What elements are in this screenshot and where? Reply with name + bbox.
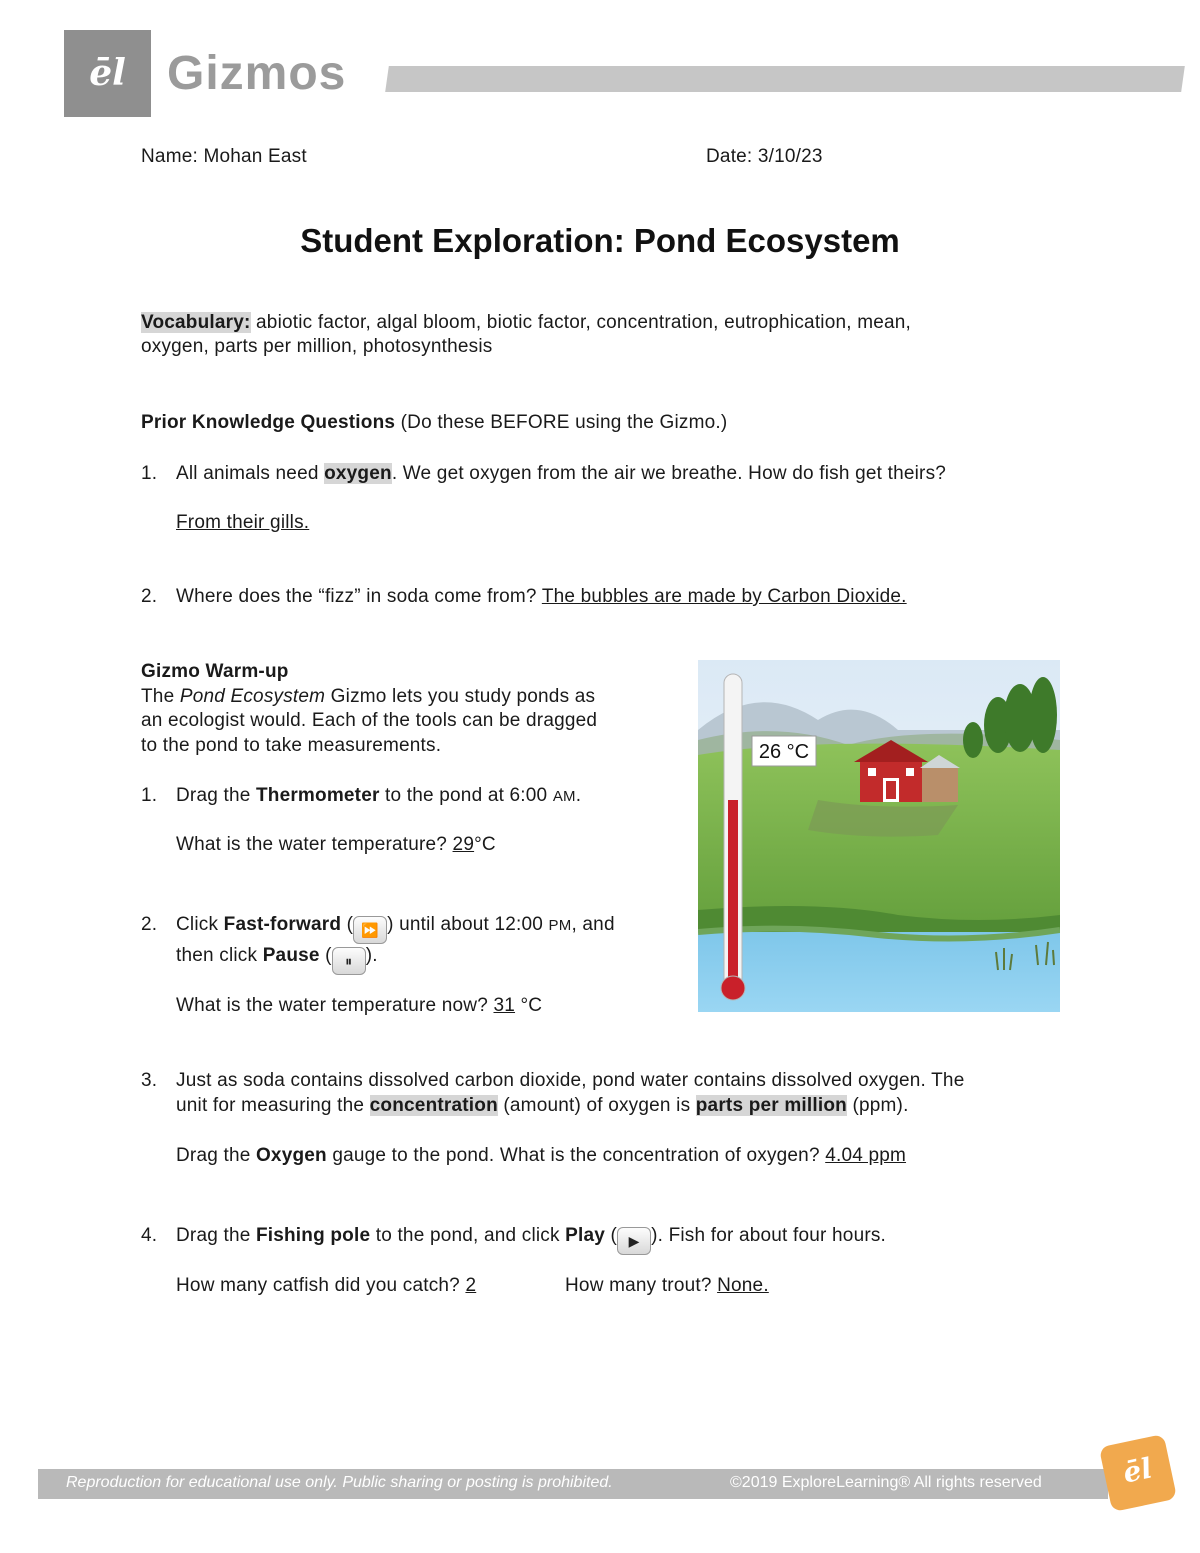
warmup-intro-1: The Pond Ecosystem Gizmo lets you study ponds as (141, 686, 596, 707)
warmup-heading: Gizmo Warm-up (141, 661, 289, 682)
prior-q2-number: 2. (141, 586, 158, 607)
warmup-q3-line1: Just as soda contains dissolved carbon dioxide, pond water contains dissolved oxygen. The (176, 1070, 965, 1091)
warmup-q4-catfish-answer[interactable]: 2 (465, 1275, 477, 1296)
footer-copyright: ©2019 ExploreLearning® All rights reserved (730, 1474, 1042, 1491)
prior-q1-answer[interactable]: From their gills. (176, 512, 310, 533)
header-bar (385, 66, 1185, 92)
date: Date: 3/10/23 (706, 146, 823, 167)
student-name: Name: Mohan East (141, 146, 307, 167)
warmup-q1-question: What is the water temperature? 29°C (176, 834, 496, 855)
warmup-q1-text: Drag the Thermometer to the pond at 6:00 AM. (176, 785, 582, 806)
page-title: Student Exploration: Pond Ecosystem (300, 222, 900, 259)
warmup-q3-number: 3. (141, 1070, 158, 1091)
warmup-q2-number: 2. (141, 914, 158, 935)
warmup-q2-text: Click Fast-forward ( ⏩ ) until about 12:00 PM, and (176, 913, 615, 944)
footer-logo: ēl (1099, 1434, 1177, 1512)
warmup-q1-answer[interactable]: 29 (452, 834, 475, 855)
brand-name: Gizmos (167, 47, 347, 100)
vocabulary-line-2: oxygen, parts per million, photosynthesis (141, 336, 493, 357)
warmup-q4-catfish: How many catfish did you catch? 2 (176, 1275, 477, 1296)
warmup-q4-text: Drag the Fishing pole to the pond, and click Play ( ▶ ). Fish for about four hours. (176, 1224, 886, 1255)
warmup-q1-number: 1. (141, 785, 158, 806)
fast-forward-icon: ⏩ (353, 916, 387, 944)
warmup-q3-answer[interactable]: 4.04 ppm (825, 1145, 907, 1166)
warmup-intro-3: to the pond to take measurements. (141, 735, 442, 756)
warmup-q2-line2: then click Pause ( ⏸ ). (176, 944, 378, 975)
footer-bar (38, 1469, 1108, 1499)
warmup-q4-number: 4. (141, 1225, 158, 1246)
pause-icon: ⏸ (332, 947, 366, 975)
warmup-intro-2: an ecologist would. Each of the tools can be dragged (141, 710, 598, 731)
prior-q2-answer[interactable]: The bubbles are made by Carbon Dioxide. (541, 586, 907, 607)
thermometer[interactable] (721, 674, 745, 1000)
warmup-q3-question: Drag the Oxygen gauge to the pond. What is the concentration of oxygen? 4.04 ppm (176, 1145, 907, 1166)
warmup-q3-line2: unit for measuring the concentration (amount) of oxygen is parts per million (ppm). (176, 1095, 909, 1116)
prior-knowledge-heading: Prior Knowledge Questions (Do these BEFORE using the Gizmo.) (141, 412, 728, 433)
play-icon: ▶ (617, 1227, 651, 1255)
warmup-q4-trout: How many trout? None. (565, 1275, 769, 1296)
warmup-q2-answer[interactable]: 31 (493, 995, 516, 1016)
prior-q1-number: 1. (141, 463, 158, 484)
footer-notice: Reproduction for educational use only. Public sharing or posting is prohibited. (66, 1474, 613, 1491)
prior-q1-text: All animals need oxygen. We get oxygen from the air we breathe. How do fish get theirs? (176, 463, 947, 484)
vocabulary-label: Vocabulary: (141, 312, 251, 333)
temperature-readout: 26 °C (758, 741, 810, 763)
warmup-q2-question: What is the water temperature now? 31 °C (176, 995, 543, 1016)
warmup-q4-trout-answer[interactable]: None. (717, 1275, 769, 1296)
prior-q2-text: Where does the “fizz” in soda come from? The bubbles are made by Carbon Dioxide. (176, 586, 907, 607)
vocabulary-line-1: Vocabulary: abiotic factor, algal bloom, biotic factor, concentration, eutrophication, mean, (141, 312, 912, 333)
pond-scene (698, 660, 1060, 1012)
explorelearning-logo: ēl (64, 30, 151, 117)
pond-gizmo-screenshot (698, 660, 1060, 1012)
